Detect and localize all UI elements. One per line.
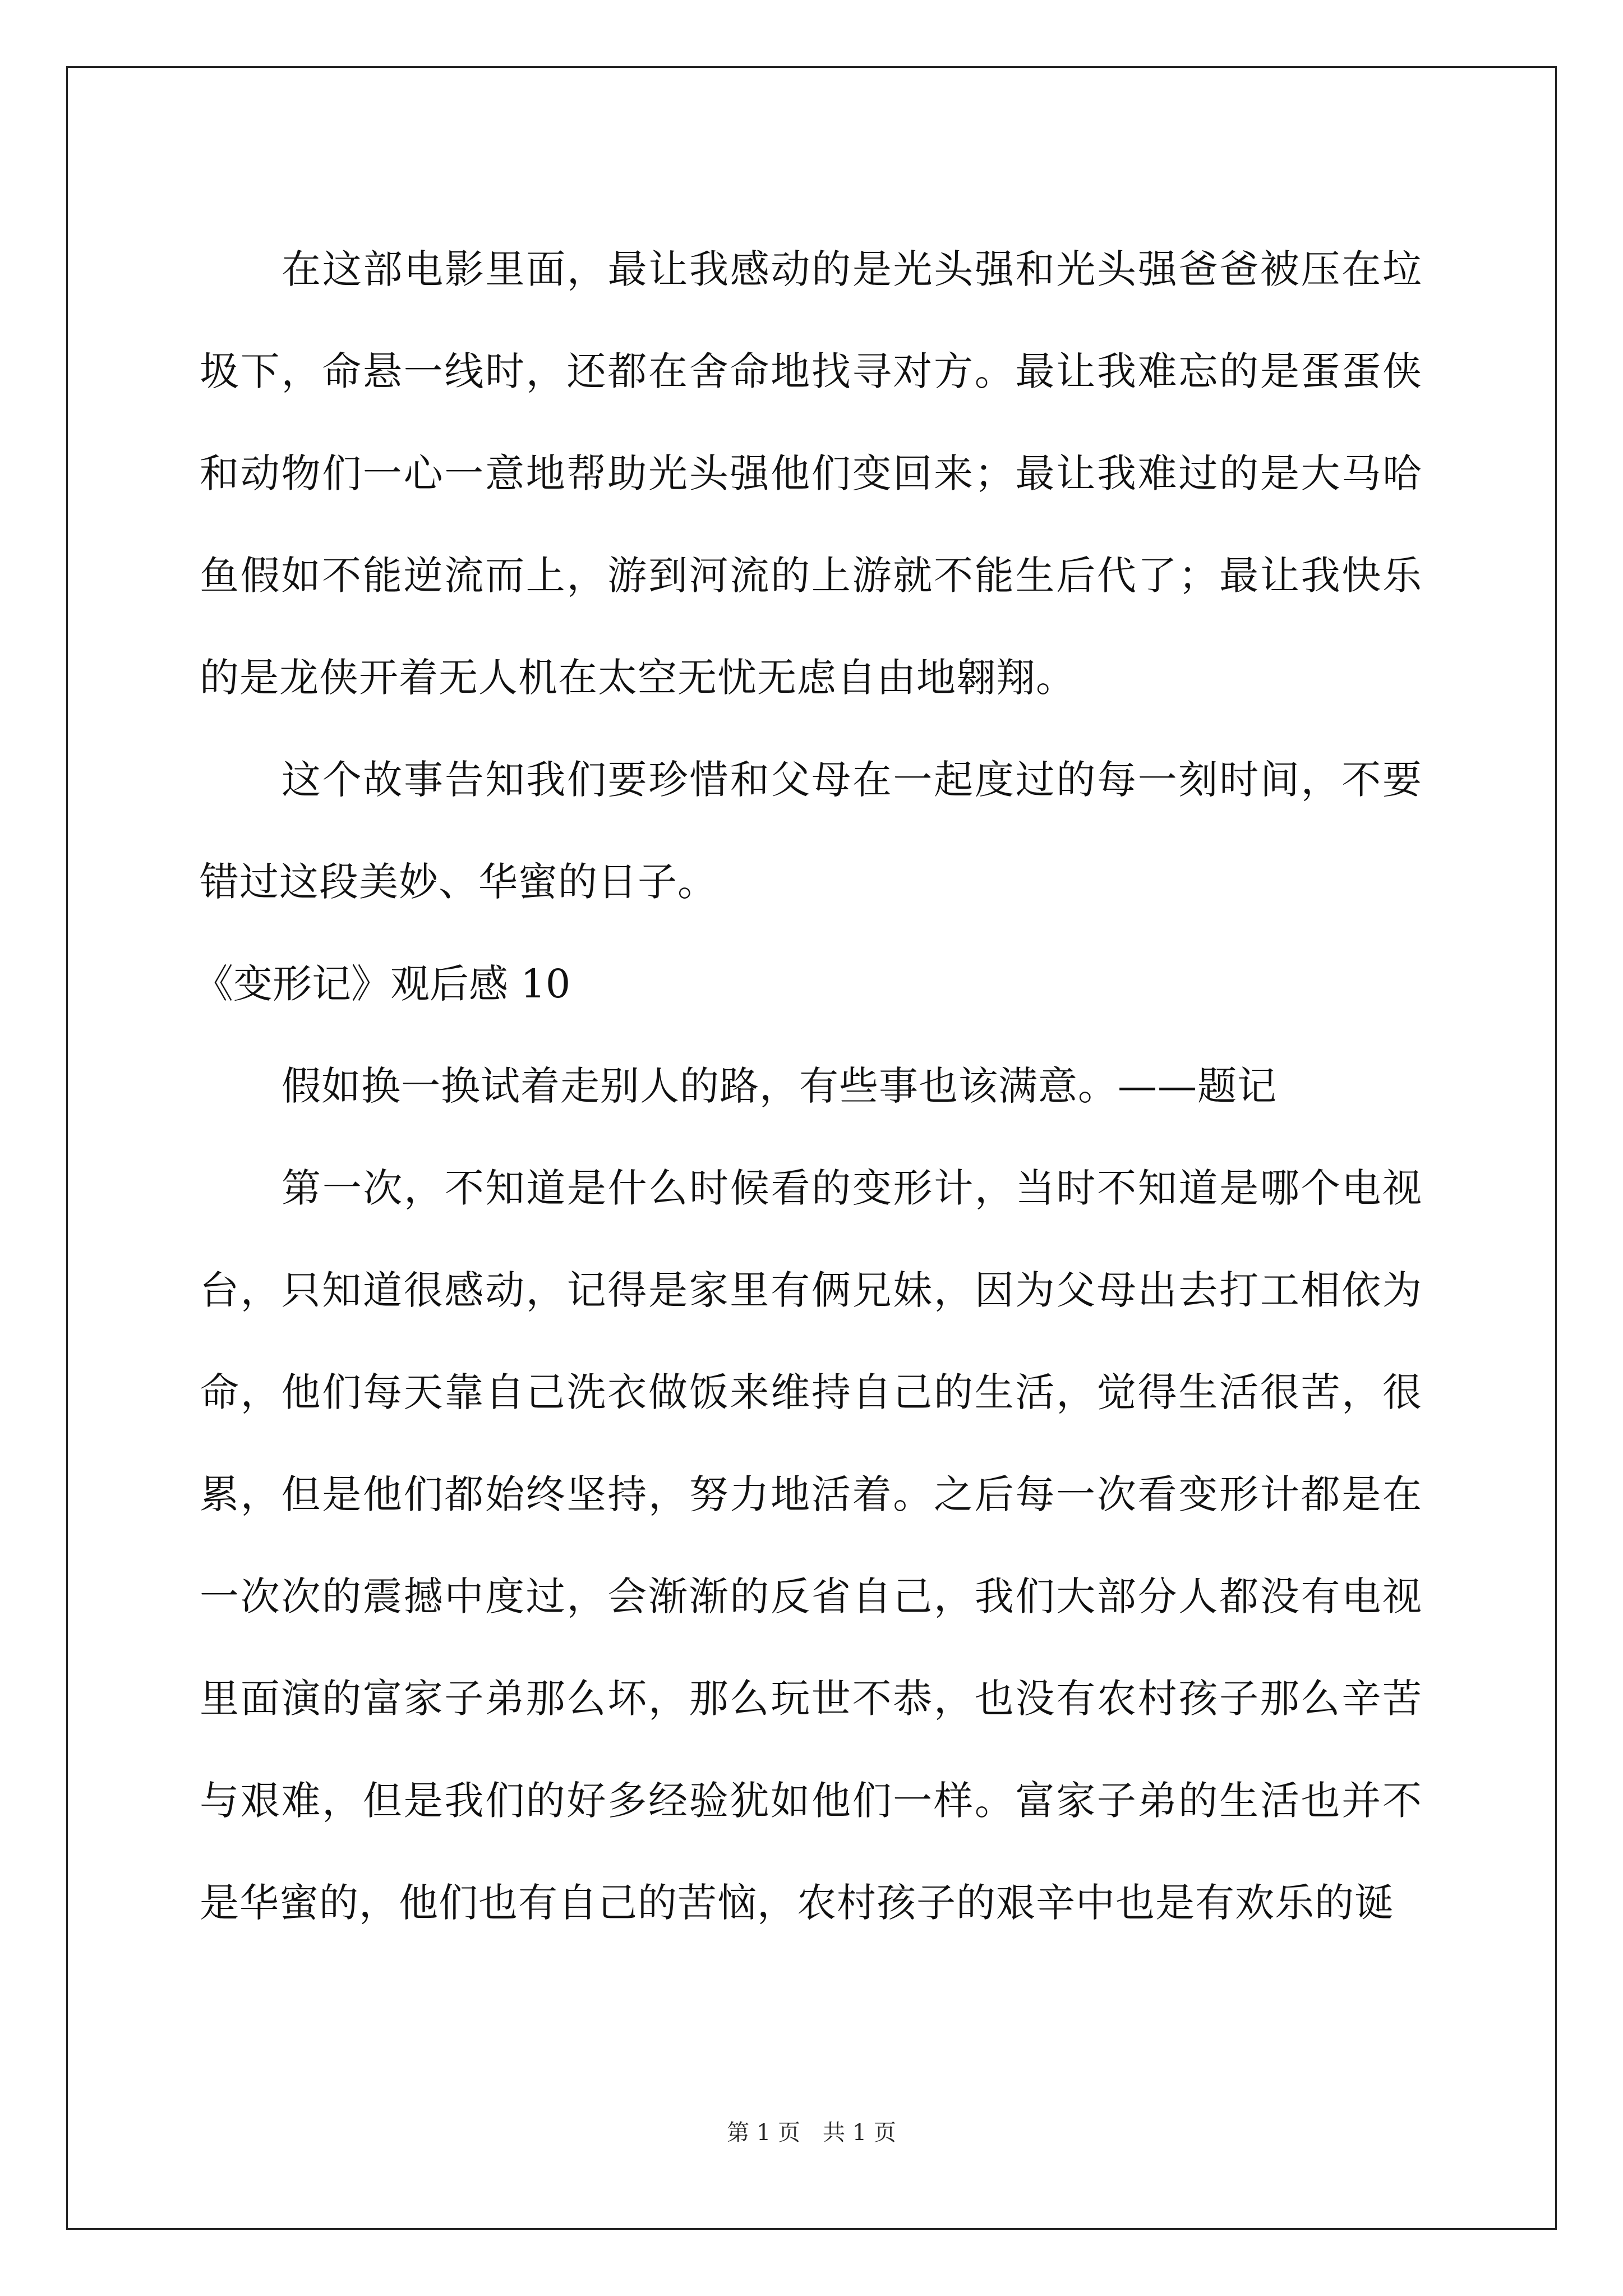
page-footer xyxy=(0,2119,1623,2147)
epigraph: 假如换一换试着走别人的路，有些事也该满意。——题记 xyxy=(282,1063,1277,1109)
paragraph: 这个故事告知我们要珍惜和父母在一起度过的每一刻时间，不要错过这段美妙、华蜜的日子。 xyxy=(200,757,1422,905)
page-number: 第 1 页 xyxy=(727,2120,800,2146)
paragraph: 在这部电影里面，最让我感动的是光头强和光头强爸爸被压在垃圾下，命悬一线时，还都在舍命地找寻对方。最让我难忘的是蛋蛋侠和动物们一心一意地帮助光头强他们变回来；最让我难过的是大马哈鱼假如不能逆流而上，游到河流的上游就不能生后代了；最让我快乐的是龙侠开着无人机在太空无忧无虑自由地翱翔。 xyxy=(200,246,1422,701)
document-body xyxy=(194,218,1422,1954)
section-title: 《变形记》观后感 10 xyxy=(194,961,571,1007)
paragraph: 第一次，不知道是什么时候看的变形计，当时不知道是哪个电视台，只知道很感动，记得是家里有俩兄妹，因为父母出去打工相依为命，他们每天靠自己洗衣做饭来维持自己的生活，觉得生活很苦，很累，但是他们都始终坚持，努力地活着。之后每一次看变形计都是在一次次的震撼中度过，会渐渐的反省自己，我们大部分人都没有电视里面演的富家子弟那么坏，那么玩世不恭，也没有农村孩子那么辛苦与艰难，但是我们的好多经验犹如他们一样。富家子弟的生活也并不是华蜜的，他们也有自己的苦恼，农村孩子的艰辛中也是有欢乐的诞 xyxy=(200,1165,1422,1926)
page-total: 共 1 页 xyxy=(823,2120,896,2146)
